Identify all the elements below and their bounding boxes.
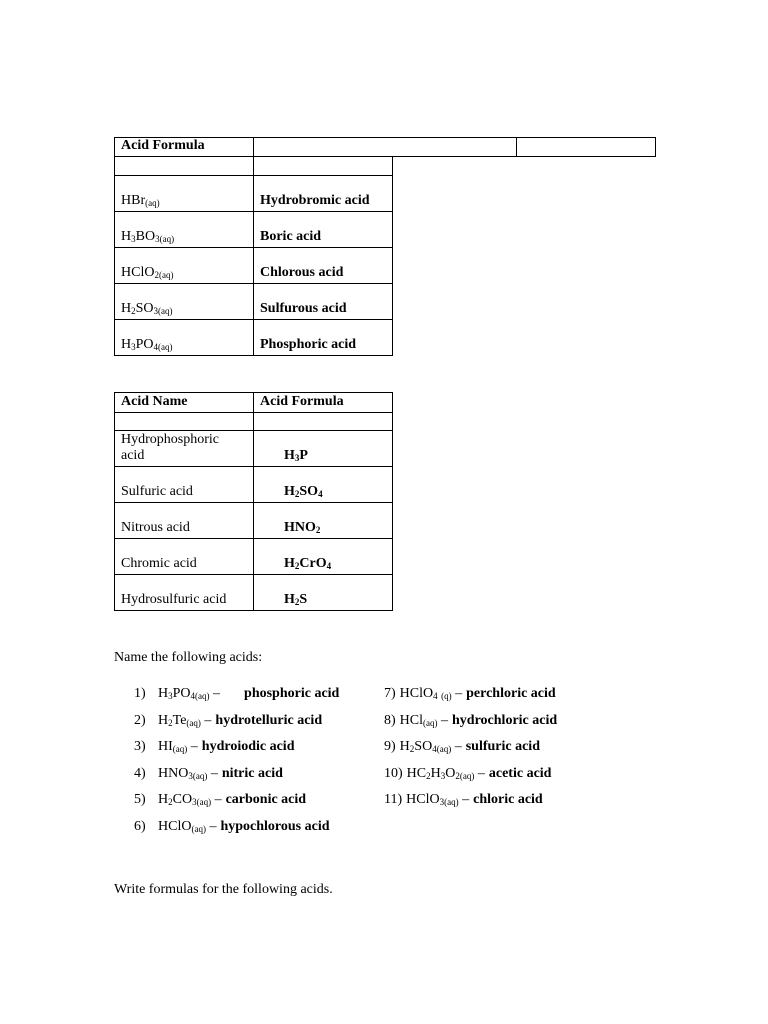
table1-formula-cell	[115, 176, 254, 212]
table2-row	[115, 539, 393, 575]
table1-row	[115, 320, 393, 356]
table1-row	[115, 284, 393, 320]
formula-text: HNO	[158, 765, 189, 781]
acid-list-item	[384, 686, 556, 702]
acid-formula-answer	[284, 556, 331, 571]
chemical-formula	[284, 484, 323, 499]
table2-header-row	[115, 393, 393, 413]
formula-subscript: 2(aq)	[154, 270, 174, 280]
acid-list-item	[384, 792, 543, 808]
formula-subscript: (aq)	[145, 198, 160, 208]
table2-blank-cell	[254, 413, 393, 431]
acid-list-item	[384, 766, 551, 782]
list-number: 9)	[384, 739, 396, 754]
formula-subscript: 2	[315, 525, 321, 535]
table1-header-row	[115, 138, 656, 157]
formula-subscript: 3(aq)	[188, 770, 208, 781]
table1-blank-row	[115, 157, 393, 176]
acid-name-answer: acetic acid	[488, 765, 552, 781]
formula-subscript: 4(aq)	[190, 691, 210, 701]
table1-header-acid-formula: Acid Formula	[121, 138, 205, 153]
table2-formula-cell	[254, 467, 393, 503]
formula-subscript: 3(aq)	[439, 797, 459, 807]
formula-subscript: 3	[131, 342, 136, 352]
formula-subscript: (q)	[441, 691, 452, 701]
table2-formula-cell	[254, 575, 393, 611]
section-write-formulas-title: Write formulas for the following acids.	[114, 882, 333, 897]
acid-name-answer: hydrochloric acid	[452, 712, 558, 728]
dash-separator: –	[451, 739, 462, 754]
list-number: 4)	[134, 765, 146, 781]
acid-formula-answer	[284, 448, 308, 463]
dash-separator: –	[209, 686, 221, 701]
table2-row	[115, 467, 393, 503]
chemical-formula	[400, 739, 452, 754]
formula-text: CO	[172, 792, 193, 807]
formula-text: HClO	[121, 265, 155, 280]
formula-subscript: 2	[409, 744, 415, 754]
formula-text: HBr	[121, 193, 146, 208]
dash-separator: –	[200, 712, 212, 728]
chemical-formula	[158, 739, 187, 754]
table1-name-cell	[254, 320, 393, 356]
table2-formula-cell	[254, 431, 393, 467]
list-number: 5)	[134, 792, 146, 807]
table2-formula-cell	[254, 539, 393, 575]
formula-text: CrO	[299, 556, 327, 571]
formula-subscript: (aq)	[172, 744, 188, 754]
table1-formula-cell	[115, 320, 254, 356]
list-number: 10)	[384, 765, 403, 781]
chemical-formula	[407, 766, 475, 781]
list-number: 2)	[134, 712, 146, 728]
list-number: 6)	[134, 818, 146, 834]
formula-subscript: 2	[168, 717, 173, 728]
acid-name: Hydrobromic acid	[260, 193, 370, 208]
formula-subscript: 3(aq)	[153, 306, 173, 316]
formula-text: H	[430, 765, 441, 781]
acid-list-item	[134, 739, 294, 755]
table1-blank-cell	[254, 157, 393, 176]
table2-row	[115, 431, 393, 467]
acid-name: Phosphoric acid	[260, 337, 357, 352]
formula-text: H	[121, 301, 132, 316]
formula-text: H	[284, 484, 295, 499]
table1-header-cell	[115, 138, 254, 157]
acid-list-item	[134, 766, 283, 782]
acid-list-item	[134, 819, 330, 835]
chemical-formula	[406, 792, 458, 807]
formula-text: O	[445, 765, 456, 781]
formula-subscript: (aq)	[191, 823, 206, 834]
dash-separator: –	[207, 765, 218, 781]
acid-list-item	[134, 686, 339, 702]
chemical-formula	[284, 592, 307, 607]
formula-text: H	[121, 229, 132, 244]
table2-row	[115, 575, 393, 611]
formula-subscript: 2	[131, 306, 136, 316]
formula-subscript: 4	[318, 489, 323, 499]
acid-name: Chlorous acid	[260, 265, 344, 280]
acid-name-answer: carbonic acid	[225, 792, 307, 807]
acid-name: Boric acid	[260, 229, 322, 244]
list-number: 7)	[384, 686, 396, 701]
formula-text: HClO	[406, 792, 440, 807]
formula-subscript: 2	[294, 561, 300, 571]
acid-name: Sulfurous acid	[260, 301, 347, 316]
chemical-formula	[284, 556, 331, 571]
acid-formula-table-body	[114, 156, 393, 356]
table2-header-acid-name: Acid Name	[121, 394, 188, 409]
formula-subscript: 4(aq)	[153, 342, 173, 352]
formula-subscript: (aq)	[186, 717, 201, 728]
chemical-formula	[400, 686, 452, 701]
chemical-formula	[121, 229, 174, 244]
dash-separator: –	[474, 765, 485, 781]
dash-separator: –	[205, 818, 217, 834]
table1-header-cell	[254, 138, 517, 157]
formula-text: SO	[299, 484, 319, 499]
table1-header-cell	[517, 138, 656, 157]
acid-list-item	[384, 713, 557, 729]
table2-formula-cell	[254, 503, 393, 539]
formula-text: H	[399, 739, 410, 754]
dash-separator: –	[451, 686, 463, 701]
formula-subscript: 3	[294, 453, 300, 463]
table2-header-cell	[115, 393, 254, 413]
table2-name-cell: Sulfuric acid	[115, 467, 254, 503]
table1-name-cell	[254, 248, 393, 284]
formula-subscript: 2	[426, 770, 431, 781]
formula-subscript: 4(aq)	[432, 744, 452, 754]
table2-name-cell: Nitrous acid	[115, 503, 254, 539]
list-number: 11)	[384, 792, 403, 807]
table1-formula-cell	[115, 284, 254, 320]
table2-blank-cell	[115, 413, 254, 431]
acid-name-answer: hydrotelluric acid	[215, 712, 323, 728]
formula-subscript: 3	[440, 770, 446, 781]
list-number: 1)	[134, 686, 146, 701]
table1-formula-cell	[115, 212, 254, 248]
table2-name-cell: Chromic acid	[115, 539, 254, 575]
chemical-formula	[158, 713, 201, 728]
acid-name-answer: sulfuric acid	[465, 739, 540, 754]
formula-text: SO	[135, 301, 154, 316]
formula-subscript: 2	[168, 797, 173, 807]
table1-name-cell	[254, 176, 393, 212]
chemical-formula	[121, 193, 160, 208]
formula-text: HCl	[399, 712, 424, 728]
table2-name-cell: Hydrophosphoric acid	[115, 431, 254, 467]
formula-text: H	[284, 556, 295, 571]
dash-separator: –	[211, 792, 222, 807]
chemical-formula	[121, 337, 173, 352]
formula-text: H	[284, 592, 295, 607]
chemical-formula	[400, 713, 438, 728]
dash-separator: –	[458, 792, 470, 807]
chemical-formula	[158, 819, 206, 834]
chemical-formula	[284, 448, 308, 463]
acid-name-answer: phosphoric acid	[244, 686, 340, 701]
formula-subscript: 2	[294, 597, 300, 607]
table1-blank-cell	[115, 157, 254, 176]
table1-name-cell	[254, 212, 393, 248]
formula-subscript: (aq)	[423, 717, 438, 728]
formula-subscript: 4	[433, 691, 438, 701]
formula-text: H	[158, 792, 169, 807]
formula-subscript: 2	[294, 489, 300, 499]
acid-name-answer: chloric acid	[473, 792, 543, 807]
table1-name-cell	[254, 284, 393, 320]
dash-separator: –	[187, 739, 198, 754]
formula-text: HI	[158, 739, 173, 754]
acid-list-item	[134, 713, 322, 729]
formula-text: HClO	[158, 818, 192, 834]
formula-text: HClO	[399, 686, 434, 701]
acid-formula-answer	[284, 520, 320, 535]
formula-text: Te	[172, 712, 187, 728]
acid-name-table	[114, 392, 393, 611]
chemical-formula	[158, 686, 210, 701]
formula-text: SO	[414, 739, 433, 754]
table2-header-acid-formula: Acid Formula	[260, 394, 344, 409]
formula-text: H	[284, 448, 295, 463]
formula-text: HC	[406, 765, 427, 781]
chemical-formula	[121, 265, 173, 280]
table1-formula-cell	[115, 248, 254, 284]
chemical-formula	[284, 520, 320, 535]
chemical-formula	[158, 766, 207, 781]
list-number: 3)	[134, 739, 146, 754]
acid-name-answer: hydroiodic acid	[201, 739, 295, 754]
chemical-formula	[121, 301, 173, 316]
table2-header-cell	[254, 393, 393, 413]
formula-subscript: 3(aq)	[192, 797, 212, 807]
formula-text: PO	[172, 686, 191, 701]
acid-list-item	[384, 739, 540, 755]
table1-row	[115, 176, 393, 212]
formula-text: P	[299, 448, 308, 463]
acid-name-answer: hypochlorous acid	[220, 818, 330, 834]
formula-text: S	[299, 592, 308, 607]
dash-separator: –	[437, 712, 449, 728]
formula-text: H	[158, 686, 169, 701]
chemical-formula	[158, 792, 211, 807]
acid-name-answer: perchloric acid	[466, 686, 556, 701]
formula-text: HNO	[284, 520, 316, 535]
acid-list-item	[134, 792, 306, 808]
table1-row	[115, 212, 393, 248]
table2-blank-row	[115, 413, 393, 431]
formula-text: BO	[135, 229, 156, 244]
table2-name-cell: Hydrosulfuric acid	[115, 575, 254, 611]
section-name-acids-title: Name the following acids:	[114, 650, 263, 665]
acid-formula-table	[114, 137, 656, 157]
formula-subscript: 3	[168, 691, 173, 701]
formula-text: H	[158, 712, 169, 728]
formula-subscript: 2(aq)	[455, 770, 475, 781]
formula-text: PO	[135, 337, 154, 352]
formula-subscript: 3(aq)	[155, 234, 175, 244]
table2-row	[115, 503, 393, 539]
acid-formula-answer	[284, 484, 323, 499]
formula-subscript: 4	[326, 561, 332, 571]
acid-name-answer: nitric acid	[221, 765, 283, 781]
table1-row	[115, 248, 393, 284]
acid-formula-answer	[284, 592, 307, 607]
list-number: 8)	[384, 712, 396, 728]
formula-text: H	[121, 337, 132, 352]
formula-subscript: 3	[131, 234, 136, 244]
